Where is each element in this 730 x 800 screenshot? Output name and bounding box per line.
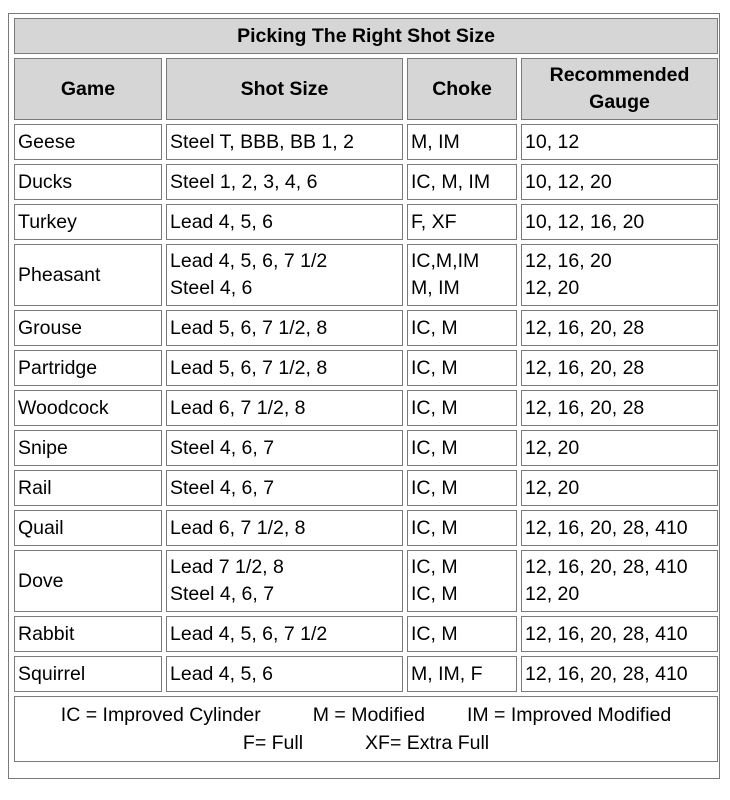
shot-size-cell-line: Lead 4, 5, 6 (170, 210, 274, 233)
choke-cell-line: M, IM (411, 277, 460, 299)
gauge-cell-line: 12, 20 (525, 436, 580, 459)
table-row (14, 656, 718, 692)
gauge-cell-line: 12, 16, 20, 28 (525, 356, 645, 379)
header-choke: Choke (407, 58, 517, 120)
gauge-cell-line: 12, 20 (525, 476, 580, 499)
shot-size-cell-line: Lead 6, 7 1/2, 8 (170, 516, 306, 539)
legend-im: IM = Improved Modified (466, 704, 672, 726)
choke-cell-line: F, XF (411, 210, 457, 233)
table-row (14, 124, 718, 160)
header-gauge-line-1: Recommended (549, 64, 690, 86)
table-title: Picking The Right Shot Size (14, 18, 718, 54)
gauge-cell (521, 390, 718, 426)
shot-size-cell-line: Lead 5, 6, 7 1/2, 8 (170, 356, 328, 379)
shot-size-cell (166, 350, 403, 386)
gauge-cell-line: 10, 12, 20 (525, 170, 612, 193)
shot-size-cell-line: Lead 5, 6, 7 1/2, 8 (170, 316, 328, 339)
table-row (14, 390, 718, 426)
choke-cell-line: M, IM, F (411, 662, 483, 685)
choke-cell (407, 244, 517, 306)
shot-size-cell (166, 550, 403, 612)
choke-cell (407, 164, 517, 200)
gauge-cell (521, 124, 718, 160)
game-cell: Rail (14, 470, 162, 506)
table-row (14, 350, 718, 386)
game-cell: Ducks (14, 164, 162, 200)
shot-size-cell (166, 204, 403, 240)
shot-size-cell-line: Steel 4, 6, 7 (170, 583, 275, 605)
shot-size-cell-line: Steel 1, 2, 3, 4, 6 (170, 170, 318, 193)
shot-size-cell (166, 124, 403, 160)
gauge-cell-line: 12, 20 (525, 583, 580, 605)
choke-cell-line: IC,M,IM (411, 250, 480, 272)
shot-size-cell-line: Lead 6, 7 1/2, 8 (170, 396, 306, 419)
choke-cell (407, 350, 517, 386)
choke-cell (407, 390, 517, 426)
shot-size-cell-line: Lead 4, 5, 6, 7 1/2 (170, 622, 328, 645)
choke-cell-line: IC, M (411, 516, 458, 539)
gauge-cell (521, 350, 718, 386)
choke-cell (407, 656, 517, 692)
shot-size-cell-line: Lead 7 1/2, 8 (170, 556, 284, 578)
choke-cell-line: IC, M (411, 622, 458, 645)
gauge-cell (521, 244, 718, 306)
choke-cell (407, 510, 517, 546)
gauge-cell-line: 12, 16, 20, 28 (525, 316, 645, 339)
legend-f: F= Full (242, 732, 304, 754)
shot-size-cell (166, 430, 403, 466)
choke-cell-line: IC, M, IM (411, 170, 491, 193)
shot-size-cell (166, 470, 403, 506)
gauge-cell-line: 12, 16, 20, 28, 410 (525, 622, 688, 645)
header-game: Game (14, 58, 162, 120)
gauge-cell-line: 12, 16, 20 (525, 250, 612, 272)
table-row (14, 164, 718, 200)
choke-cell (407, 310, 517, 346)
table-row (14, 470, 718, 506)
choke-cell-line: IC, M (411, 316, 458, 339)
choke-cell (407, 616, 517, 652)
gauge-cell (521, 204, 718, 240)
choke-cell-line: IC, M (411, 396, 458, 419)
gauge-cell-line: 12, 20 (525, 277, 580, 299)
choke-cell-line: IC, M (411, 476, 458, 499)
shot-size-cell (166, 244, 403, 306)
gauge-cell (521, 470, 718, 506)
shot-size-cell-line: Lead 4, 5, 6, 7 1/2 (170, 250, 328, 272)
shot-size-cell-line: Lead 4, 5, 6 (170, 662, 274, 685)
shot-size-cell-line: Steel 4, 6, 7 (170, 436, 275, 459)
game-cell: Squirrel (14, 656, 162, 692)
legend-xf: XF= Extra Full (365, 732, 490, 754)
table-row (14, 616, 718, 652)
header-gauge-line-2: Gauge (589, 91, 650, 113)
gauge-cell-line: 10, 12 (525, 130, 580, 153)
header-recommended-gauge (521, 58, 718, 120)
gauge-cell (521, 164, 718, 200)
choke-cell-line: IC, M (411, 356, 458, 379)
legend-ic: IC = Improved Cylinder (60, 704, 261, 726)
shot-size-cell (166, 310, 403, 346)
choke-cell (407, 204, 517, 240)
gauge-cell-line: 12, 16, 20, 28 (525, 396, 645, 419)
gauge-cell-line: 12, 16, 20, 28, 410 (525, 556, 688, 578)
gauge-cell (521, 550, 718, 612)
shot-size-cell (166, 656, 403, 692)
game-cell: Grouse (14, 310, 162, 346)
game-cell: Snipe (14, 430, 162, 466)
gauge-cell-line: 12, 16, 20, 28, 410 (525, 662, 688, 685)
table-row (14, 550, 718, 612)
game-cell: Rabbit (14, 616, 162, 652)
table-row (14, 510, 718, 546)
choke-legend (14, 696, 718, 762)
game-cell: Geese (14, 124, 162, 160)
choke-cell-line: IC, M (411, 556, 458, 578)
gauge-cell-line: 10, 12, 16, 20 (525, 210, 645, 233)
game-cell: Turkey (14, 204, 162, 240)
gauge-cell (521, 310, 718, 346)
shot-size-cell-line: Steel T, BBB, BB 1, 2 (170, 130, 354, 153)
gauge-cell (521, 656, 718, 692)
shot-size-table-frame (8, 13, 720, 779)
choke-cell (407, 470, 517, 506)
choke-cell (407, 124, 517, 160)
gauge-cell (521, 616, 718, 652)
header-shot-size: Shot Size (166, 58, 403, 120)
table-row (14, 204, 718, 240)
legend-m: M = Modified (312, 704, 425, 726)
shot-size-cell (166, 164, 403, 200)
game-cell: Woodcock (14, 390, 162, 426)
gauge-cell-line: 12, 16, 20, 28, 410 (525, 516, 688, 539)
legend-line-2 (18, 729, 714, 757)
gauge-cell (521, 510, 718, 546)
shot-size-cell-line: Steel 4, 6, 7 (170, 476, 275, 499)
shot-size-cell (166, 616, 403, 652)
choke-cell-line: M, IM (411, 130, 460, 153)
table-row (14, 310, 718, 346)
game-cell: Partridge (14, 350, 162, 386)
game-cell: Quail (14, 510, 162, 546)
gauge-cell (521, 430, 718, 466)
table-row (14, 244, 718, 306)
game-cell: Dove (14, 550, 162, 612)
shot-size-cell (166, 510, 403, 546)
choke-cell (407, 430, 517, 466)
choke-cell (407, 550, 517, 612)
choke-cell-line: IC, M (411, 583, 458, 605)
shot-size-cell (166, 390, 403, 426)
choke-cell-line: IC, M (411, 436, 458, 459)
shot-size-table (10, 14, 722, 766)
shot-size-cell-line: Steel 4, 6 (170, 277, 253, 299)
table-body (14, 124, 718, 692)
table-row (14, 430, 718, 466)
legend-line-1 (18, 701, 714, 729)
game-cell: Pheasant (14, 244, 162, 306)
